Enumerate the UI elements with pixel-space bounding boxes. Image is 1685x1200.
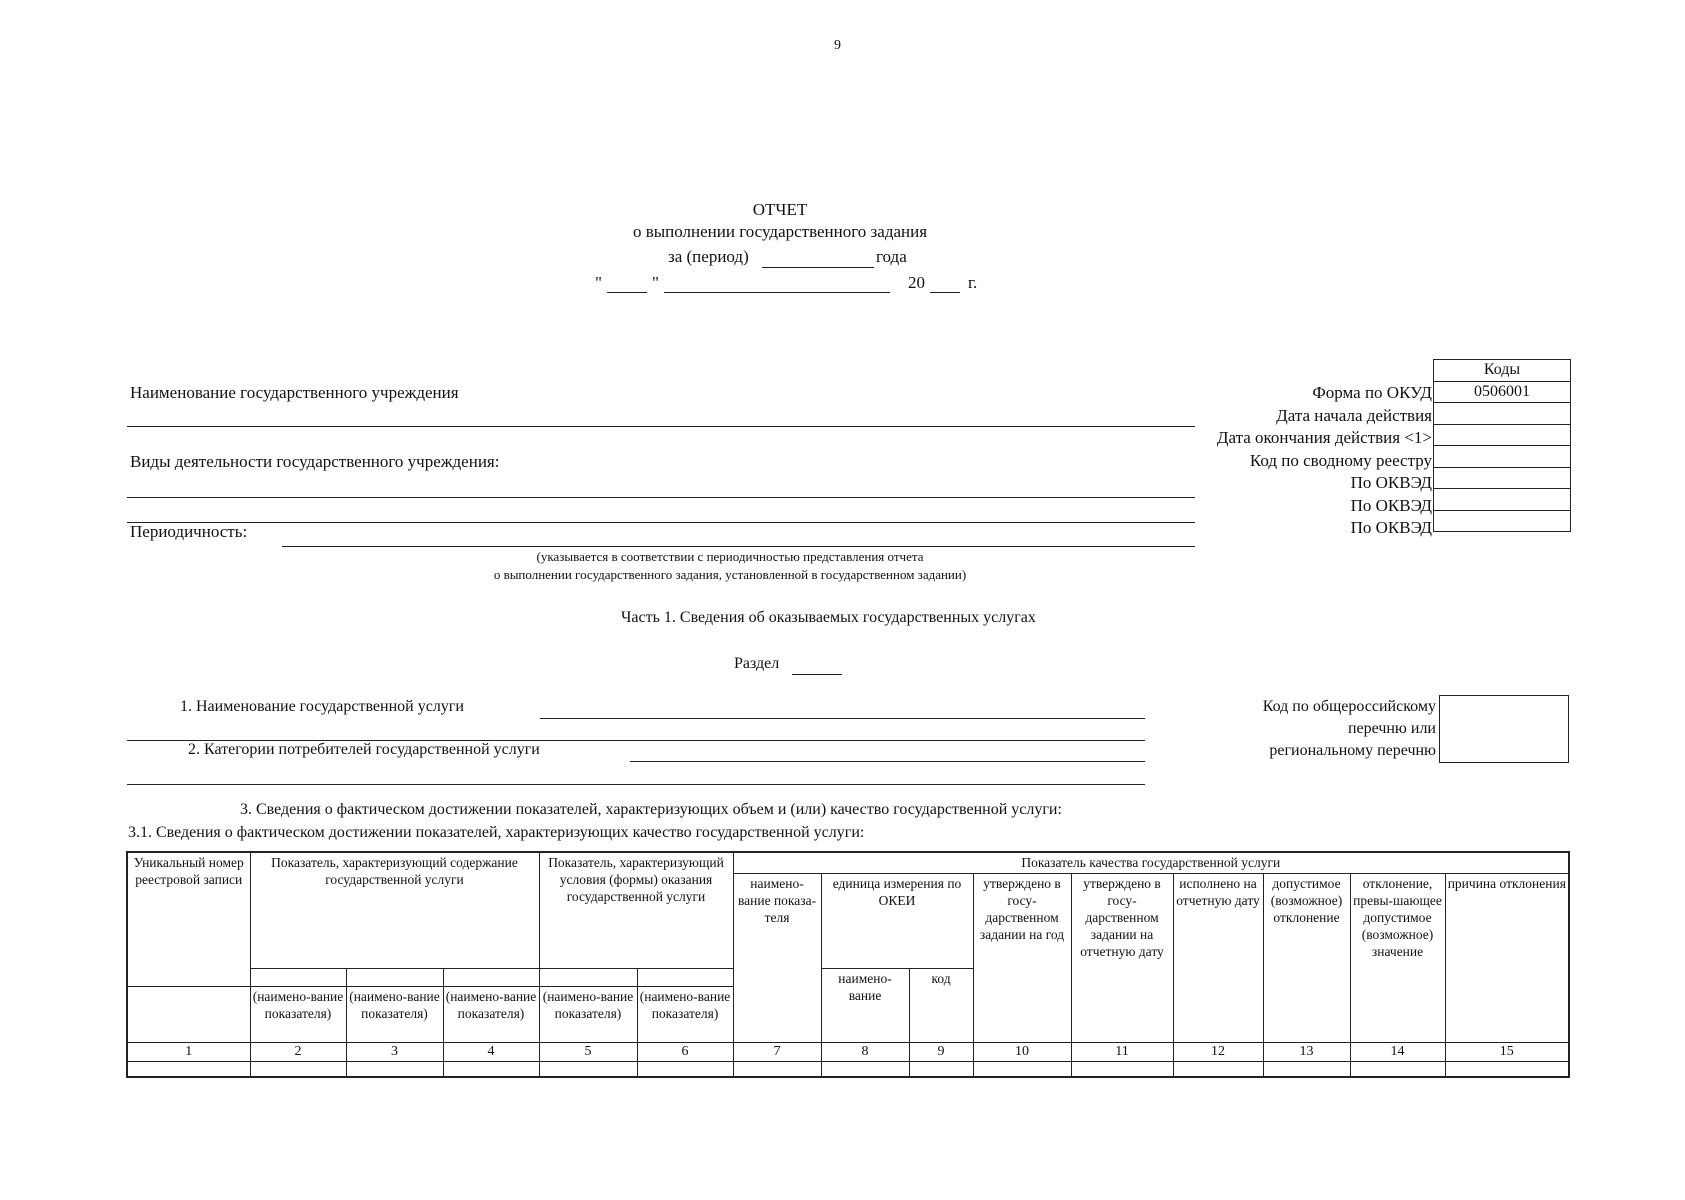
quality-indicators-table bbox=[126, 851, 1570, 1078]
col-num-12: 12 bbox=[1173, 1042, 1263, 1061]
col-num-1: 1 bbox=[127, 1042, 250, 1061]
start-date-value[interactable] bbox=[1434, 403, 1571, 425]
section-label: Раздел bbox=[734, 655, 780, 672]
data-cell-5[interactable] bbox=[539, 1061, 637, 1077]
sub-name-6: (наимено-вание показателя) bbox=[637, 986, 733, 1042]
period-suffix: года bbox=[876, 247, 907, 266]
okved-label-2: По ОКВЭД bbox=[1350, 495, 1432, 515]
data-cell-8[interactable] bbox=[821, 1061, 909, 1077]
col-num-7: 7 bbox=[733, 1042, 821, 1061]
periodicity-label: Периодичность: bbox=[130, 522, 248, 541]
date-quote-open: " bbox=[595, 273, 602, 292]
col-num-5: 5 bbox=[539, 1042, 637, 1061]
registry-code-label: Код по сводному реестру bbox=[1249, 450, 1432, 470]
okved-label-3: По ОКВЭД bbox=[1350, 518, 1432, 537]
okud-label: Форма по ОКУД bbox=[1312, 383, 1432, 402]
data-cell-3[interactable] bbox=[346, 1061, 443, 1077]
part1-title: Часть 1. Сведения об оказываемых государственных услугах bbox=[621, 609, 1036, 626]
page-number: 9 bbox=[834, 38, 841, 53]
okved-value-1[interactable] bbox=[1434, 467, 1571, 489]
sub-name-4: (наимено-вание показателя) bbox=[443, 986, 539, 1042]
end-date-label: Дата окончания действия <1> bbox=[1216, 428, 1432, 447]
service-name-label: 1. Наименование государственной услуги bbox=[180, 698, 464, 715]
activity-types-label: Виды деятельности государственного учреждения: bbox=[130, 452, 500, 471]
data-cell-11[interactable] bbox=[1071, 1061, 1173, 1077]
data-cell-15[interactable] bbox=[1445, 1061, 1569, 1077]
okved-label-1: По ОКВЭД bbox=[1350, 473, 1432, 492]
period-blank[interactable] bbox=[762, 267, 874, 268]
consumer-categories-label: 2. Категории потребителей государственной услуги bbox=[188, 741, 540, 758]
year-suffix: г. bbox=[968, 273, 978, 292]
periodicity-note-2: о выполнении государственного задания, установленной в государственном задании) bbox=[493, 567, 967, 582]
col-num-15: 15 bbox=[1445, 1042, 1569, 1061]
list-code-label-2: перечню или bbox=[1347, 720, 1436, 737]
start-date-label: Дата начала действия bbox=[1276, 405, 1432, 425]
h-unique-number: Уникальный номер реестровой записи bbox=[127, 852, 250, 986]
col-num-10: 10 bbox=[973, 1042, 1071, 1061]
h-indicator-name: наимено-вание показа-теля bbox=[733, 873, 821, 1042]
month-blank[interactable] bbox=[664, 292, 890, 293]
sub-name-5: (наимено-вание показателя) bbox=[539, 986, 637, 1042]
col-num-4: 4 bbox=[443, 1042, 539, 1061]
sub-blank-3 bbox=[346, 968, 443, 986]
list-code-label-1: Код по общероссийскому bbox=[1262, 698, 1436, 715]
h-content-indicator: Показатель, характеризующий содержание государственной услуги bbox=[250, 852, 539, 968]
col-num-2: 2 bbox=[250, 1042, 346, 1061]
sub-blank-2 bbox=[250, 968, 346, 986]
data-cell-12[interactable] bbox=[1173, 1061, 1263, 1077]
institution-name-line[interactable] bbox=[127, 426, 1195, 427]
sub-name-2: (наимено-вание показателя) bbox=[250, 986, 346, 1042]
periodicity-line[interactable] bbox=[282, 546, 1195, 547]
codes-header: Коды bbox=[1434, 360, 1571, 382]
data-cell-10[interactable] bbox=[973, 1061, 1071, 1077]
year-blank[interactable] bbox=[930, 292, 960, 293]
h-excess-deviation: отклонение, превы-шающее допустимое (возможное) значение bbox=[1350, 873, 1445, 1042]
sub-name-3: (наимено-вание показателя) bbox=[346, 986, 443, 1042]
h-unique-lower bbox=[127, 986, 250, 1042]
h-unit-okei: единица измерения по ОКЕИ bbox=[821, 873, 973, 968]
date-quote-close: " bbox=[652, 273, 659, 292]
year-prefix: 20 bbox=[908, 273, 925, 292]
h-allowed-deviation: допустимое (возможное) отклонение bbox=[1263, 873, 1350, 1042]
h-deviation-reason: причина отклонения bbox=[1445, 873, 1569, 1042]
okved-value-2[interactable] bbox=[1434, 489, 1571, 511]
data-cell-1[interactable] bbox=[127, 1061, 250, 1077]
activity-line-1[interactable] bbox=[127, 497, 1195, 498]
col-num-11: 11 bbox=[1071, 1042, 1173, 1061]
heading-3: 3. Сведения о фактическом достижении показателей, характеризующих объем и (или) качество государственной услуги: bbox=[240, 801, 1062, 818]
institution-name-label: Наименование государственного учреждения bbox=[130, 383, 459, 402]
list-code-box[interactable] bbox=[1439, 695, 1569, 763]
col-num-8: 8 bbox=[821, 1042, 909, 1061]
data-cell-13[interactable] bbox=[1263, 1061, 1350, 1077]
data-cell-6[interactable] bbox=[637, 1061, 733, 1077]
h-approved-date: утверждено в госу-дарственном задании на отчетную дату bbox=[1071, 873, 1173, 1042]
col-num-14: 14 bbox=[1350, 1042, 1445, 1061]
h-quality-indicator: Показатель качества государственной услуги bbox=[733, 852, 1569, 873]
data-cell-14[interactable] bbox=[1350, 1061, 1445, 1077]
sub-blank-5 bbox=[539, 968, 637, 986]
okved-value-3[interactable] bbox=[1434, 510, 1571, 532]
col-num-9: 9 bbox=[909, 1042, 973, 1061]
h-unit-name: наимено-вание bbox=[821, 968, 909, 1042]
h-executed: исполнено на отчетную дату bbox=[1173, 873, 1263, 1042]
section-blank[interactable] bbox=[792, 674, 842, 675]
col-num-6: 6 bbox=[637, 1042, 733, 1061]
data-cell-9[interactable] bbox=[909, 1061, 973, 1077]
codes-table bbox=[1433, 359, 1571, 532]
list-code-label-3: региональному перечню bbox=[1269, 742, 1436, 759]
h-conditions-indicator: Показатель, характеризующий условия (формы) оказания государственной услуги bbox=[539, 852, 733, 968]
consumer-categories-line-2[interactable] bbox=[127, 784, 1145, 785]
report-title: ОТЧЕТ bbox=[752, 200, 808, 219]
data-cell-7[interactable] bbox=[733, 1061, 821, 1077]
sub-blank-6 bbox=[637, 968, 733, 986]
consumer-categories-line[interactable] bbox=[630, 761, 1145, 762]
h-unit-code: код bbox=[909, 968, 973, 1042]
service-name-line[interactable] bbox=[540, 718, 1145, 719]
end-date-value[interactable] bbox=[1434, 424, 1571, 446]
activity-line-2[interactable] bbox=[127, 522, 1195, 523]
data-cell-4[interactable] bbox=[443, 1061, 539, 1077]
col-num-13: 13 bbox=[1263, 1042, 1350, 1061]
registry-code-value[interactable] bbox=[1434, 446, 1571, 468]
col-num-3: 3 bbox=[346, 1042, 443, 1061]
data-cell-2[interactable] bbox=[250, 1061, 346, 1077]
h-approved-year: утверждено в госу-дарственном задании на год bbox=[973, 873, 1071, 1042]
codes-labels bbox=[1100, 382, 1432, 540]
okud-value[interactable]: 0506001 bbox=[1434, 381, 1571, 403]
sub-blank-4 bbox=[443, 968, 539, 986]
period-label: за (период) bbox=[668, 247, 749, 266]
heading-3-1: 3.1. Сведения о фактическом достижении показателей, характеризующих качество государственной услуги: bbox=[128, 824, 865, 841]
periodicity-note-1: (указывается в соответствии с периодичностью представления отчета bbox=[536, 549, 924, 564]
report-subtitle: о выполнении государственного задания bbox=[632, 222, 928, 241]
day-blank[interactable] bbox=[607, 292, 647, 293]
